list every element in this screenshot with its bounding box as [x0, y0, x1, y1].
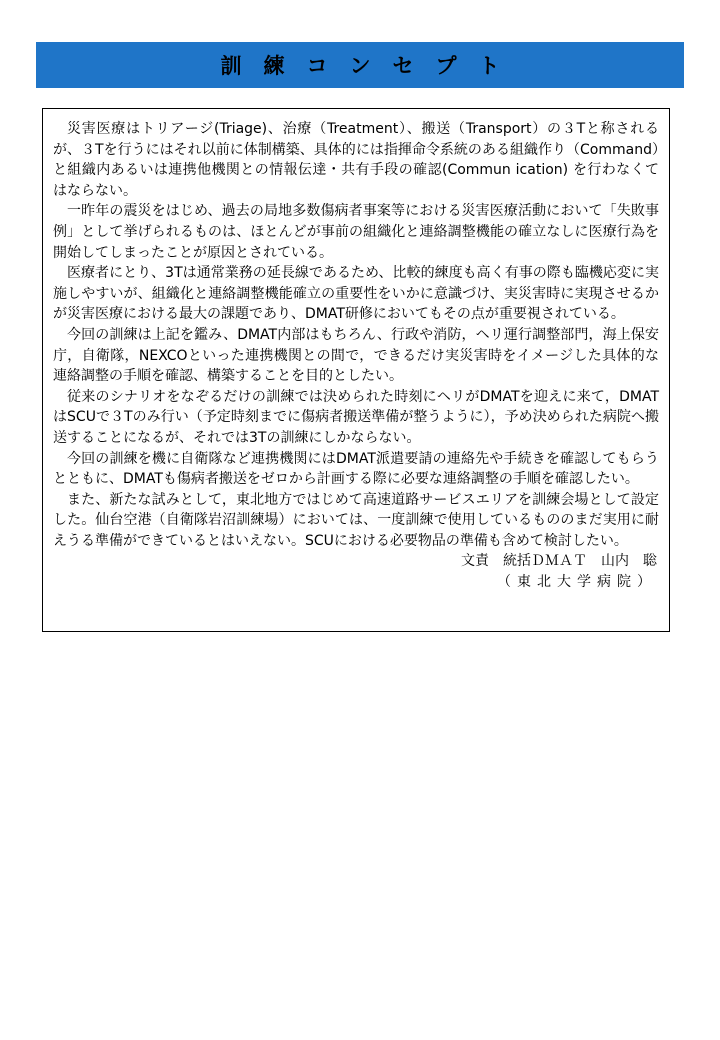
title-bar [36, 42, 684, 88]
paragraph-failure-cases: 一昨年の震災をはじめ、過去の局地多数傷病者事案等における災害医療活動において「失敗事例」として挙げられるものは、ほとんどが事前の組織化と連絡調整機能の確立なしに医療行為を開始してしまったことが原因とされている。 [53, 203, 659, 261]
paragraph-conventional-scenario: 従来のシナリオをなぞるだけの訓練では決められた時刻にヘリがDMATを迎えに来て，DMATはSCUで３Tのみ行い（予定時刻までに傷病者搬送準備が整うように），予め決められた病院へ搬送することになるが、それでは3Tの訓練にしかならない。 [53, 388, 659, 446]
signature-author: 文責 統括ＤＭＡＴ 山内 聡 [461, 553, 657, 570]
paragraph-organization-importance: 医療者にとり、3Tは通常業務の延長線であるため、比較的練度も高く有事の際も臨機応変に実施しやすいが、組織化と連絡調整機能確立の重要性をいかに意識づけ、実災害時に実現させるかが災害医療における最大の課題であり、DMAT研修においてもその点が重要視されている。 [53, 265, 659, 323]
paragraph-training-objective: 今回の訓練は上記を鑑み、DMAT内部はもちろん、行政や消防，ヘリ運行調整部門，海上保安庁，自衛隊，NEXCOといった連携機関との間で，できるだけ実災害時をイメージした具体的な連絡調整の手順を確認、構築することを目的としたい。 [53, 326, 659, 385]
page-title: 訓練コンセプト [220, 54, 522, 78]
signature-organization: （東北大学病院） [497, 574, 657, 591]
paragraph-3t-overview: 災害医療はトリアージ(Triage)、治療（Treatment）、搬送（Transport）の３Tと称されるが、３Tを行うにはそれ以前に体制構築、具体的には指揮命令系統のある組織作り（Command）と組織内あるいは連携他機関との情報伝達・共有手段の確認(Commun ication) を行わなくてはならない。 [53, 121, 659, 199]
concept-text-box [42, 108, 670, 632]
paragraph-new-attempt: また、新たな試みとして，東北地方ではじめて高速道路サービスエリアを訓練会場として設定した。仙台空港（自衛隊岩沼訓練場）においては、一度訓練で使用しているもののまだ実用に耐えうる準備ができているとはいえない。SCUにおける必要物品の準備も含めて検討したい。 [53, 491, 659, 549]
paragraph-coordination-check: 今回の訓練を機に自衛隊など連携機関にはDMAT派遣要請の連絡先や手続きを確認してもらうとともに、DMATも傷病者搬送をゼロから計画する際に必要な連絡調整の手順を確認したい。 [53, 450, 659, 488]
